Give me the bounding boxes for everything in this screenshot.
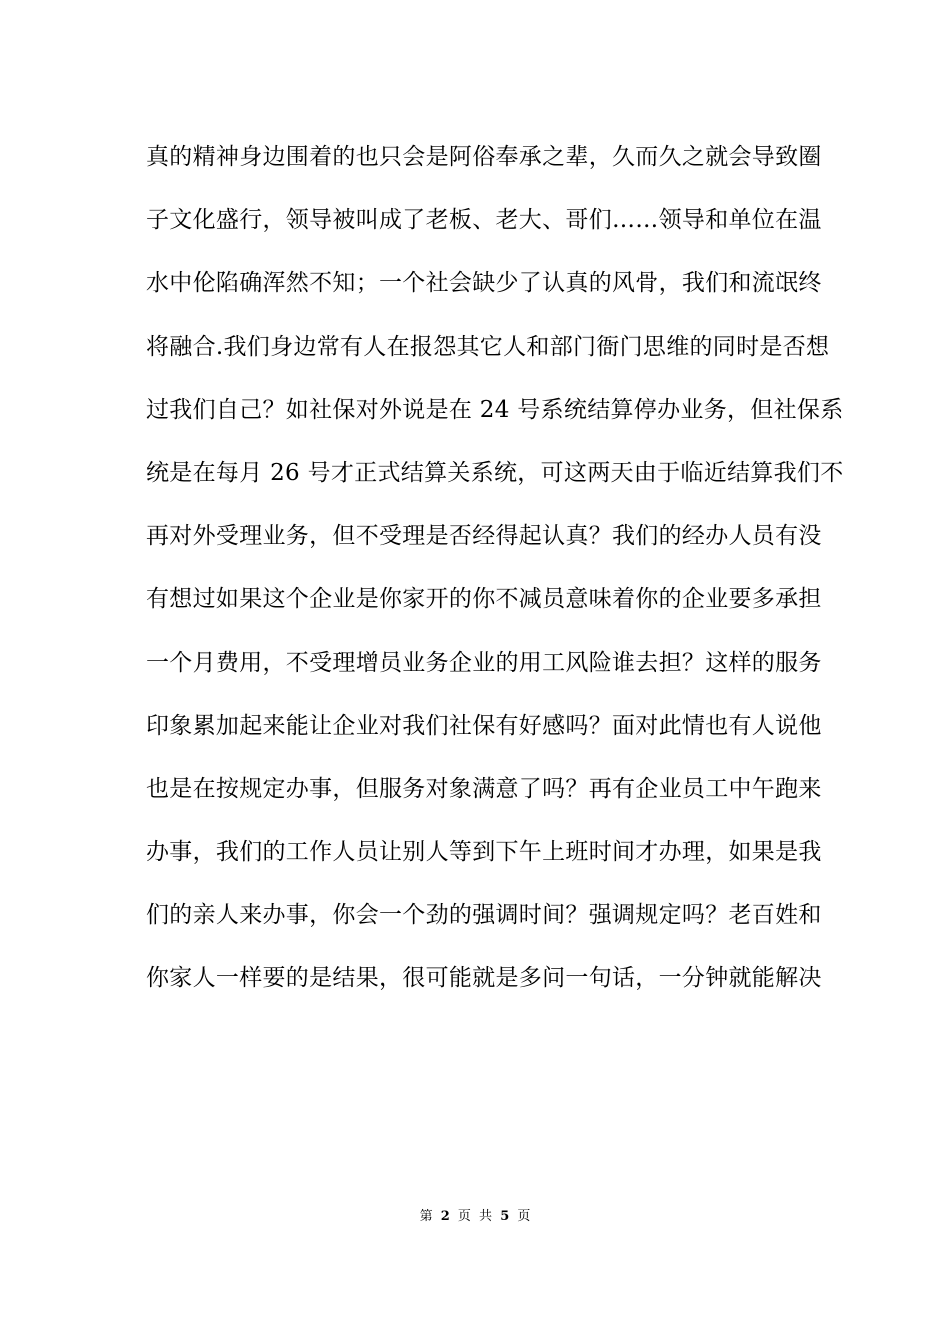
text-line: 也是在按规定办事，但服务对象满意了吗？再有企业员工中午跑来 [146, 775, 822, 802]
text-line: 过我们自己？如社保对外说是在 24 号系统结算停办业务，但社保系 [146, 396, 844, 423]
footer-suffix: 页 [517, 1209, 531, 1224]
text-line: 们的亲人来办事，你会一个劲的强调时间？强调规定吗？老百姓和 [146, 902, 822, 929]
footer-prefix: 第 [419, 1209, 433, 1224]
page-footer [0, 1205, 950, 1224]
text-line: 真的精神身边围着的也只会是阿俗奉承之辈，久而久之就会导致圈 [146, 144, 822, 170]
body-paragraph [146, 136, 844, 1021]
current-page-number: 2 [440, 1209, 450, 1224]
text-line: 有想过如果这个企业是你家开的你不减员意味着你的企业要多承担 [146, 586, 822, 613]
text-line: 一个月费用，不受理增员业务企业的用工风险谁去担？这样的服务 [146, 649, 822, 676]
text-line: 你家人一样要的是结果，很可能就是多问一句话，一分钟就能解决 [146, 965, 822, 992]
text-line: 统是在每月 26 号才正式结算关系统，可这两天由于临近结算我们不 [146, 459, 844, 486]
text-line: 办事，我们的工作人员让别人等到下午上班时间才办理，如果是我 [146, 839, 822, 866]
text-line: 再对外受理业务，但不受理是否经得起认真？我们的经办人员有没 [146, 523, 822, 550]
text-line: 将融合.我们身边常有人在报怨其它人和部门衙门思维的同时是否想 [146, 333, 830, 360]
text-line: 子文化盛行，领导被叫成了老板、老大、哥们……领导和单位在温 [146, 207, 822, 234]
total-pages-number: 5 [500, 1209, 510, 1224]
text-line: 水中伦陷确浑然不知；一个社会缺少了认真的风骨，我们和流氓终 [146, 270, 822, 297]
text-line: 印象累加起来能让企业对我们社保有好感吗？面对此情也有人说他 [146, 712, 822, 739]
footer-middle: 页 共 [457, 1209, 493, 1224]
